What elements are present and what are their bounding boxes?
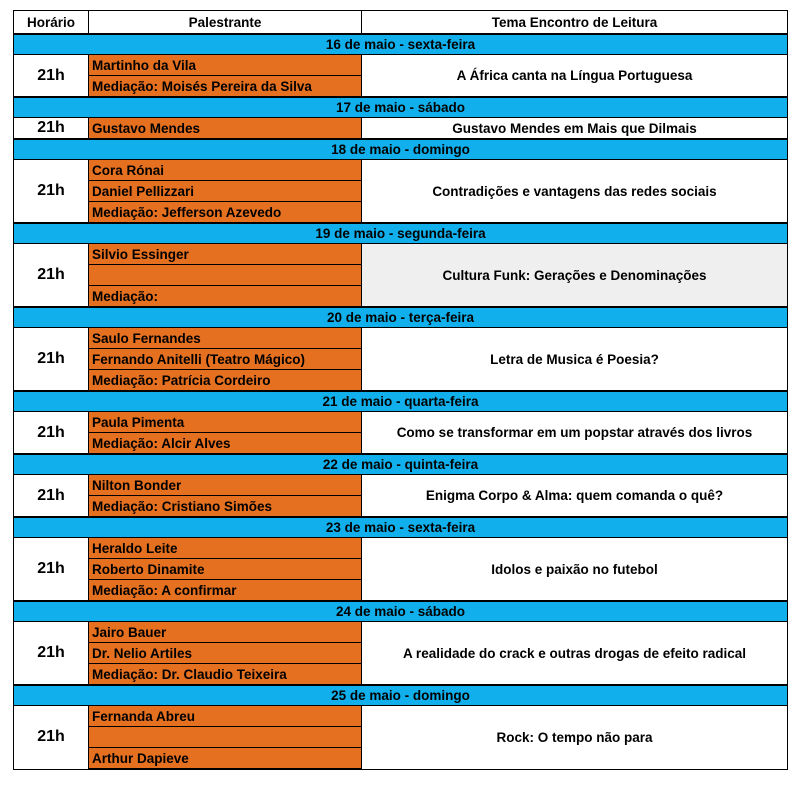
session-time: 21h bbox=[14, 706, 89, 770]
session-time: 21h bbox=[14, 475, 89, 518]
date-row bbox=[14, 454, 788, 475]
speaker-cell: Heraldo Leite bbox=[89, 538, 362, 559]
speaker-cell: Fernanda Abreu bbox=[89, 706, 362, 727]
speaker-cell: Jairo Bauer bbox=[89, 622, 362, 643]
speaker-cell: Gustavo Mendes bbox=[89, 118, 362, 140]
date-label: 17 de maio - sábado bbox=[14, 97, 788, 118]
session-theme: Gustavo Mendes em Mais que Dilmais bbox=[362, 118, 788, 140]
session-row bbox=[14, 328, 788, 349]
session-theme: Contradições e vantagens das redes sociais bbox=[362, 160, 788, 224]
session-theme: A África canta na Língua Portuguesa bbox=[362, 55, 788, 98]
session-theme: Rock: O tempo não para bbox=[362, 706, 788, 770]
session-theme: A realidade do crack e outras drogas de efeito radical bbox=[362, 622, 788, 686]
session-row bbox=[14, 706, 788, 727]
header-row bbox=[14, 11, 788, 35]
session-row bbox=[14, 538, 788, 559]
date-row bbox=[14, 685, 788, 706]
session-row bbox=[14, 475, 788, 496]
header-theme: Tema Encontro de Leitura bbox=[362, 11, 788, 35]
speaker-cell: Daniel Pellizzari bbox=[89, 181, 362, 202]
speaker-cell: Saulo Fernandes bbox=[89, 328, 362, 349]
date-label: 18 de maio - domingo bbox=[14, 139, 788, 160]
speaker-cell: Mediação: Dr. Claudio Teixeira bbox=[89, 664, 362, 686]
session-time: 21h bbox=[14, 538, 89, 602]
speaker-cell: Mediação: Patrícia Cordeiro bbox=[89, 370, 362, 392]
date-row bbox=[14, 391, 788, 412]
speaker-cell: Fernando Anitelli (Teatro Mágico) bbox=[89, 349, 362, 370]
session-theme: Cultura Funk: Gerações e Denominações bbox=[362, 244, 788, 308]
speaker-cell: Cora Rónai bbox=[89, 160, 362, 181]
date-row bbox=[14, 223, 788, 244]
speaker-cell: Dr. Nelio Artiles bbox=[89, 643, 362, 664]
date-label: 19 de maio - segunda-feira bbox=[14, 223, 788, 244]
session-theme: Idolos e paixão no futebol bbox=[362, 538, 788, 602]
header-time: Horário bbox=[14, 11, 89, 35]
date-label: 21 de maio - quarta-feira bbox=[14, 391, 788, 412]
session-theme: Letra de Musica é Poesia? bbox=[362, 328, 788, 392]
session-row bbox=[14, 55, 788, 76]
session-row bbox=[14, 160, 788, 181]
speaker-cell: Paula Pimenta bbox=[89, 412, 362, 433]
session-time: 21h bbox=[14, 118, 89, 140]
speaker-cell: Nilton Bonder bbox=[89, 475, 362, 496]
session-theme: Enigma Corpo & Alma: quem comanda o quê? bbox=[362, 475, 788, 518]
speaker-cell bbox=[89, 265, 362, 286]
date-label: 16 de maio - sexta-feira bbox=[14, 34, 788, 55]
date-label: 20 de maio - terça-feira bbox=[14, 307, 788, 328]
speaker-cell: Mediação: Moisés Pereira da Silva bbox=[89, 76, 362, 98]
date-row bbox=[14, 601, 788, 622]
date-row bbox=[14, 139, 788, 160]
speaker-cell: Arthur Dapieve bbox=[89, 748, 362, 770]
date-label: 23 de maio - sexta-feira bbox=[14, 517, 788, 538]
session-time: 21h bbox=[14, 412, 89, 455]
session-row bbox=[14, 622, 788, 643]
speaker-cell: Martinho da Vila bbox=[89, 55, 362, 76]
session-row bbox=[14, 244, 788, 265]
speaker-cell: Mediação: Jefferson Azevedo bbox=[89, 202, 362, 224]
speaker-cell: Mediação: bbox=[89, 286, 362, 308]
date-row bbox=[14, 307, 788, 328]
session-theme: Como se transformar em um popstar através dos livros bbox=[362, 412, 788, 455]
session-time: 21h bbox=[14, 622, 89, 686]
date-label: 25 de maio - domingo bbox=[14, 685, 788, 706]
speaker-cell bbox=[89, 727, 362, 748]
date-row bbox=[14, 517, 788, 538]
session-time: 21h bbox=[14, 160, 89, 224]
date-label: 22 de maio - quinta-feira bbox=[14, 454, 788, 475]
schedule-table bbox=[13, 10, 788, 770]
session-time: 21h bbox=[14, 244, 89, 308]
session-row bbox=[14, 412, 788, 433]
schedule-body bbox=[14, 34, 788, 769]
date-row bbox=[14, 97, 788, 118]
session-time: 21h bbox=[14, 55, 89, 98]
session-row bbox=[14, 118, 788, 140]
date-label: 24 de maio - sábado bbox=[14, 601, 788, 622]
date-row bbox=[14, 34, 788, 55]
speaker-cell: Mediação: Alcir Alves bbox=[89, 433, 362, 455]
header-speaker: Palestrante bbox=[89, 11, 362, 35]
session-time: 21h bbox=[14, 328, 89, 392]
speaker-cell: Silvio Essinger bbox=[89, 244, 362, 265]
speaker-cell: Mediação: Cristiano Simões bbox=[89, 496, 362, 518]
speaker-cell: Mediação: A confirmar bbox=[89, 580, 362, 602]
speaker-cell: Roberto Dinamite bbox=[89, 559, 362, 580]
